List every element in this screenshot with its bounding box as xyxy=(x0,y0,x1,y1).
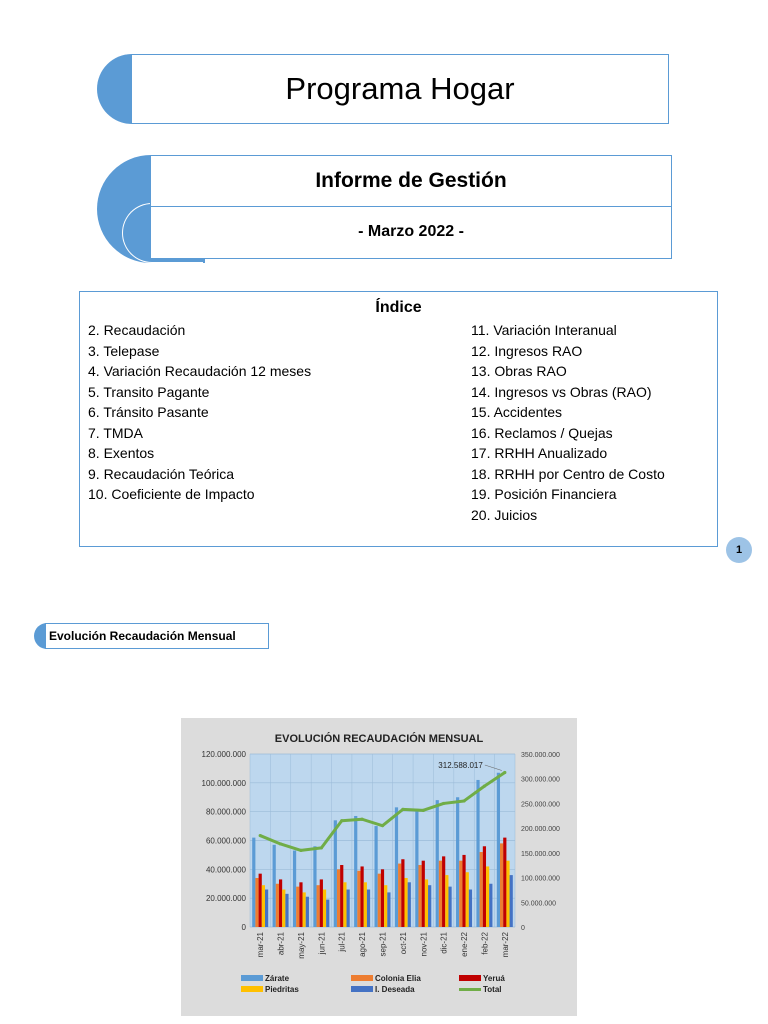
index-box xyxy=(79,291,718,547)
legend-label: Zárate xyxy=(265,974,290,983)
bar xyxy=(378,874,381,927)
x-tick-label: ene-22 xyxy=(460,932,470,957)
y2-tick-label: 0 xyxy=(521,925,525,932)
y2-tick-label: 350.000.000 xyxy=(521,752,560,759)
index-item: 7. TMDA xyxy=(88,424,143,441)
index-item: 20. Juicios xyxy=(471,506,538,523)
y-tick-label: 20.000.000 xyxy=(205,894,246,904)
total-point xyxy=(259,834,262,837)
bar xyxy=(422,861,425,927)
index-heading: Índice xyxy=(375,299,422,316)
total-point xyxy=(381,824,384,827)
bar xyxy=(276,884,279,927)
index-item: 2. Recaudación xyxy=(88,322,186,338)
x-tick-label: oct-21 xyxy=(398,932,408,955)
legend-swatch xyxy=(351,986,373,992)
x-tick-label: dic-21 xyxy=(439,932,449,954)
index-item: 11. Variación Interanual xyxy=(471,322,617,338)
total-point xyxy=(462,799,465,802)
index-item: 12. Ingresos RAO xyxy=(471,342,583,359)
bar xyxy=(398,864,401,927)
bar xyxy=(381,869,384,927)
x-tick-label: nov-21 xyxy=(419,932,429,957)
bar xyxy=(313,846,316,927)
bar xyxy=(265,890,268,927)
y-tick-label: 100.000.000 xyxy=(201,778,246,788)
bar xyxy=(367,890,370,927)
total-point xyxy=(340,819,343,822)
report-banner xyxy=(97,155,672,263)
index-item: 3. Telepase xyxy=(88,342,160,359)
index-item: 14. Ingresos vs Obras (RAO) xyxy=(471,383,652,400)
bar xyxy=(347,890,350,927)
x-tick-label: mar-21 xyxy=(256,932,266,958)
annotation-label: 312.588.017 xyxy=(438,761,483,770)
index-item: 16. Reclamos / Quejas xyxy=(471,424,613,441)
index-item: 18. RRHH por Centro de Costo xyxy=(471,465,665,482)
index-item: 9. Recaudación Teórica xyxy=(88,465,235,482)
index-list-right xyxy=(471,320,665,525)
total-point xyxy=(483,785,486,788)
bar xyxy=(462,855,465,927)
bar xyxy=(299,882,302,927)
section-header xyxy=(34,623,268,649)
total-point xyxy=(279,842,282,845)
total-point xyxy=(299,849,302,852)
bar xyxy=(364,882,367,927)
y-tick-label: 60.000.000 xyxy=(205,836,246,846)
index-item: 13. Obras RAO xyxy=(471,363,567,379)
bar xyxy=(259,874,262,927)
legend-label: I. Deseada xyxy=(375,985,415,994)
bar xyxy=(456,797,459,927)
bar xyxy=(439,861,442,927)
bar xyxy=(384,885,387,927)
total-point xyxy=(442,802,445,805)
bar xyxy=(442,856,445,927)
bar xyxy=(296,887,299,927)
legend-swatch xyxy=(459,988,481,991)
total-point xyxy=(503,771,506,774)
bar xyxy=(486,866,489,927)
legend-swatch xyxy=(241,986,263,992)
y-tick-label: 120.000.000 xyxy=(201,750,246,759)
x-tick-label: jun-21 xyxy=(317,932,327,955)
bar xyxy=(401,859,404,927)
bar xyxy=(408,882,411,927)
y2-tick-label: 150.000.000 xyxy=(521,850,560,858)
bar xyxy=(303,892,306,927)
y2-tick-label: 300.000.000 xyxy=(521,776,560,784)
revenue-chart xyxy=(181,718,577,1016)
bar xyxy=(476,780,479,927)
bar xyxy=(361,866,364,927)
bar xyxy=(489,884,492,927)
legend-swatch xyxy=(241,975,263,981)
x-tick-label: may-21 xyxy=(296,932,306,959)
section-title: Evolución Recaudación Mensual xyxy=(49,629,236,643)
chart-title: EVOLUCIÓN RECAUDACIÓN MENSUAL xyxy=(274,733,484,745)
legend-label: Piedritas xyxy=(265,985,299,994)
bar xyxy=(375,826,378,927)
bar xyxy=(466,872,469,927)
chart-svg xyxy=(181,718,577,1016)
y-tick-label: 80.000.000 xyxy=(205,807,246,817)
y2-tick-label: 250.000.000 xyxy=(521,801,560,809)
y-tick-label: 0 xyxy=(241,923,246,932)
bar xyxy=(425,879,428,927)
bar xyxy=(436,800,439,927)
legend-label: Total xyxy=(483,985,502,994)
bar xyxy=(480,852,483,927)
report-title: Informe de Gestión xyxy=(315,169,507,192)
bar xyxy=(510,875,513,927)
bar xyxy=(483,846,486,927)
total-point xyxy=(320,846,323,849)
bar xyxy=(354,816,357,927)
bar xyxy=(343,882,346,927)
index-item: 19. Posición Financiera xyxy=(471,486,617,502)
bar xyxy=(273,845,276,927)
bar xyxy=(387,892,390,927)
y-tick-label: 40.000.000 xyxy=(205,865,246,875)
bar xyxy=(357,871,360,927)
x-tick-label: abr-21 xyxy=(276,932,286,956)
bar xyxy=(326,900,329,927)
bar xyxy=(262,885,265,927)
title-banner xyxy=(97,54,670,124)
legend-swatch xyxy=(351,975,373,981)
y2-tick-label: 200.000.000 xyxy=(521,826,560,834)
legend-label: Yeruá xyxy=(483,974,505,983)
bar xyxy=(285,894,288,927)
bar xyxy=(293,851,296,927)
bar xyxy=(503,838,506,927)
legend-label: Colonia Elia xyxy=(375,974,421,983)
x-tick-label: ago-21 xyxy=(358,932,368,957)
bar xyxy=(337,869,340,927)
bar xyxy=(459,861,462,927)
index-item: 5. Transito Pagante xyxy=(88,383,210,400)
bar xyxy=(469,890,472,927)
legend-swatch xyxy=(459,975,481,981)
bar xyxy=(395,807,398,927)
bar xyxy=(252,838,255,927)
index-item: 6. Tránsito Pasante xyxy=(88,404,209,420)
x-tick-label: jul-21 xyxy=(337,932,347,952)
report-period: - Marzo 2022 - xyxy=(358,223,464,240)
bar xyxy=(255,878,258,927)
bar xyxy=(445,875,448,927)
bar xyxy=(415,809,418,927)
bar xyxy=(500,843,503,927)
bar xyxy=(404,878,407,927)
y2-tick-label: 50.000.000 xyxy=(521,900,557,908)
index-item: 17. RRHH Anualizado xyxy=(471,445,608,461)
bar xyxy=(334,820,337,927)
bar xyxy=(448,887,451,927)
index-item: 15. Accidentes xyxy=(471,404,563,420)
bar xyxy=(282,890,285,927)
x-tick-label: sep-21 xyxy=(378,932,388,957)
bar xyxy=(279,879,282,927)
bar xyxy=(506,861,509,927)
bar xyxy=(323,890,326,927)
bar xyxy=(418,865,421,927)
bar xyxy=(320,879,323,927)
index-item: 4. Variación Recaudación 12 meses xyxy=(88,363,312,379)
index-item: 10. Coeficiente de Impacto xyxy=(88,486,255,502)
bar xyxy=(317,885,320,927)
index-list-left xyxy=(88,320,311,505)
total-point xyxy=(401,808,404,811)
page-title: Programa Hogar xyxy=(285,71,515,106)
x-tick-label: mar-22 xyxy=(500,932,510,958)
page-number-badge: 1 xyxy=(726,537,752,563)
bar xyxy=(497,773,500,927)
y2-tick-label: 100.000.000 xyxy=(521,875,560,883)
bar xyxy=(306,897,309,927)
x-tick-label: feb-22 xyxy=(480,932,490,955)
bar xyxy=(340,865,343,927)
total-point xyxy=(422,809,425,812)
index-item: 8. Exentos xyxy=(88,445,155,461)
bar xyxy=(428,885,431,927)
total-point xyxy=(361,818,364,821)
